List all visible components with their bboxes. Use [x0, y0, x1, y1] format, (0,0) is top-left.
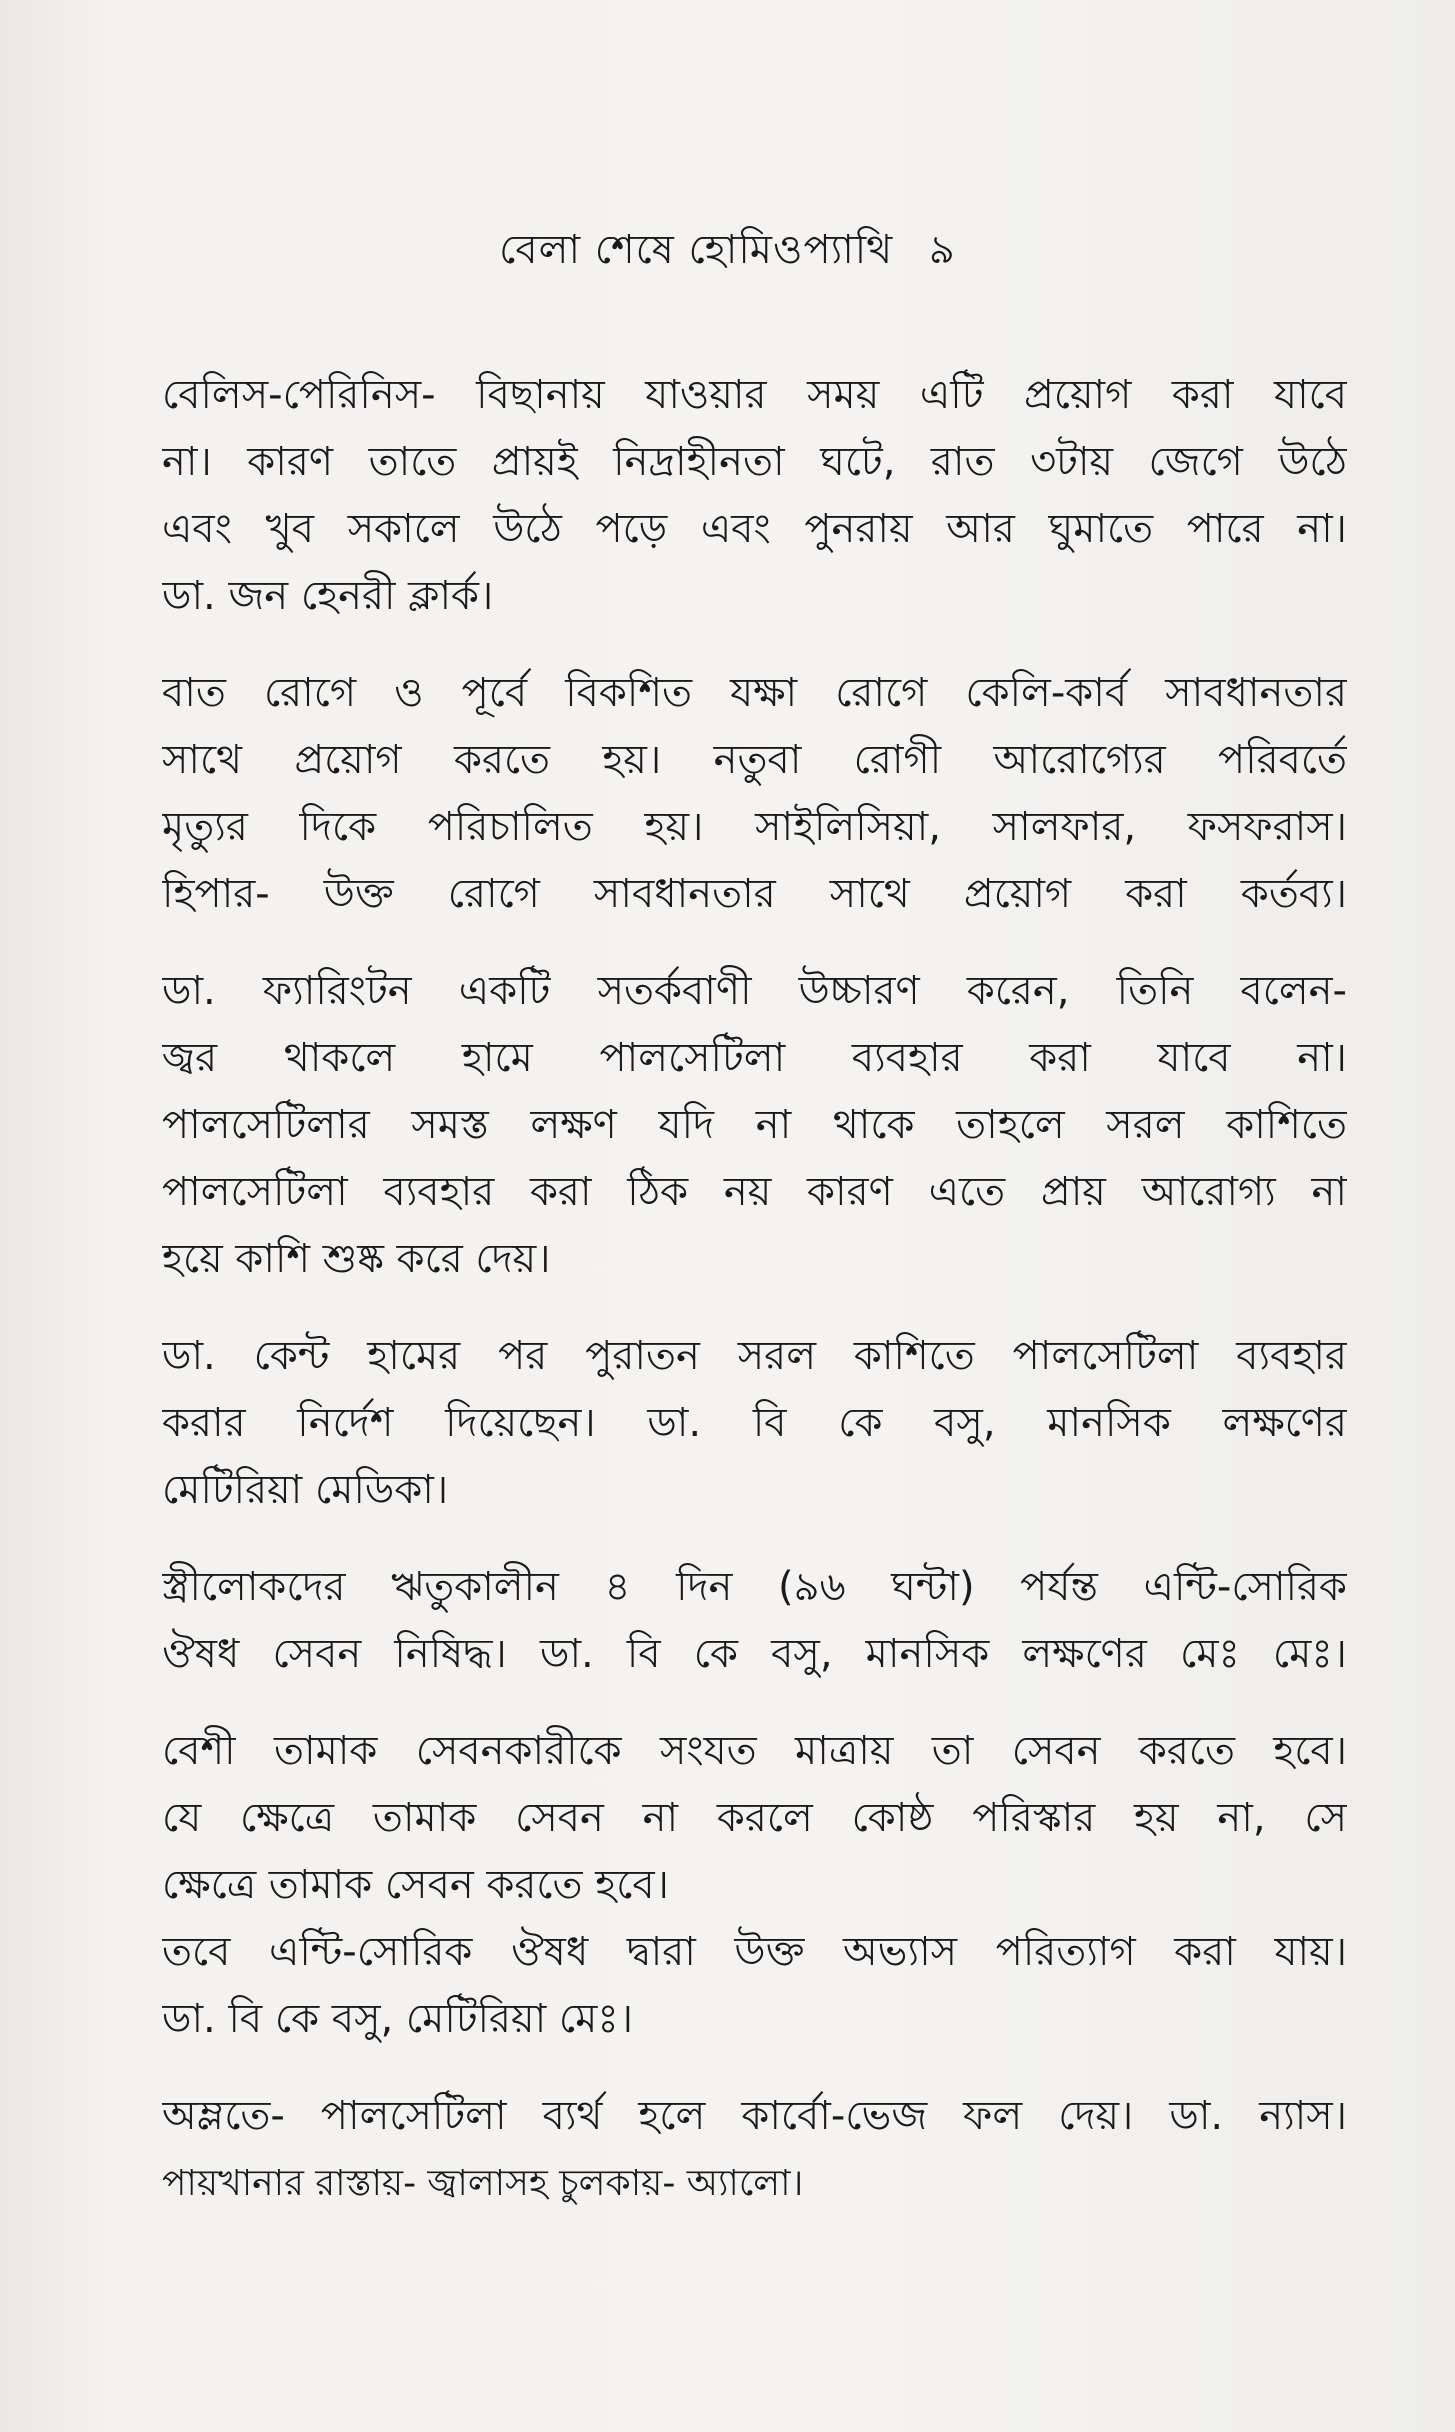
- text-line: ঔষধ সেবন নিষিদ্ধ। ডা. বি কে বসু, মানসিক লক্ষণের মেঃ মেঃ।: [162, 1631, 1347, 1677]
- text-line: বেশী তামাক সেবনকারীকে সংযত মাত্রায় তা সেবন করতে হবে।: [162, 1728, 1347, 1774]
- text-line: ডা. বি কে বসু, মেটিরিয়া মেঃ।: [162, 1996, 634, 2042]
- text-line: হয়ে কাশি শুষ্ক করে দেয়।: [162, 1236, 551, 1282]
- text-line: মৃত্যুর দিকে পরিচালিত হয়। সাইলিসিয়া, সালফার, ফসফরাস।: [162, 804, 1347, 850]
- text-line: যে ক্ষেত্রে তামাক সেবন না করলে কোষ্ঠ পরিস্কার হয় না, সে: [162, 1795, 1347, 1841]
- paragraph-acidity: [162, 2083, 1347, 2217]
- page-body: [162, 362, 1347, 2247]
- text-line: ডা. কেন্ট হামের পর পুরাতন সরল কাশিতে পালসেটিলা ব্যবহার: [162, 1333, 1347, 1379]
- text-line: ডা. জন হেনরী ক্লার্ক।: [162, 573, 494, 619]
- text-line: বেলিস-পেরিনিস- বিছানায় যাওয়ার সময় এটি প্রয়োগ করা যাবে: [162, 372, 1347, 418]
- text-line: জ্বর থাকলে হামে পালসেটিলা ব্যবহার করা যাবে না।: [162, 1035, 1347, 1081]
- text-line: করার নির্দেশ দিয়েছেন। ডা. বি কে বসু, মানসিক লক্ষণের: [162, 1400, 1347, 1446]
- text-line: তবে এন্টি-সোরিক ঔষধ দ্বারা উক্ত অভ্যাস পরিত্যাগ করা যায়।: [162, 1929, 1347, 1975]
- text-line: স্ত্রীলোকদের ঋতুকালীন ৪ দিন (৯৬ ঘন্টা) পর্যন্ত এন্টি-সোরিক: [162, 1564, 1347, 1610]
- text-line: মেটিরিয়া মেডিকা।: [162, 1467, 449, 1513]
- text-line: ক্ষেত্রে তামাক সেবন করতে হবে।: [162, 1862, 669, 1908]
- paragraph-kent: [162, 1323, 1347, 1524]
- text-line: ডা. ফ্যারিংটন একটি সতর্কবাণী উচ্চারণ করেন, তিনি বলেন-: [162, 968, 1347, 1014]
- text-line: এবং খুব সকালে উঠে পড়ে এবং পুনরায় আর ঘুমাতে পারে না।: [162, 506, 1347, 552]
- page-number: ৯: [928, 227, 956, 273]
- text-line: না। কারণ তাতে প্রায়ই নিদ্রাহীনতা ঘটে, রাত ৩টায় জেগে উঠে: [162, 439, 1347, 485]
- paragraph-kali-carb: [162, 660, 1347, 928]
- paragraph-farrington: [162, 958, 1347, 1293]
- text-line: হিপার- উক্ত রোগে সাবধানতার সাথে প্রয়োগ করা কর্তব্য।: [162, 871, 1347, 917]
- text-line: বাত রোগে ও পূর্বে বিকশিত যক্ষা রোগে কেলি-কার্ব সাবধানতার: [162, 670, 1347, 716]
- text-line: পালসেটিলার সমস্ত লক্ষণ যদি না থাকে তাহলে সরল কাশিতে: [162, 1102, 1347, 1148]
- paragraph-bellis-perennis: [162, 362, 1347, 630]
- text-line: পালসেটিলা ব্যবহার করা ঠিক নয় কারণ এতে প্রায় আরোগ্য না: [162, 1169, 1347, 1215]
- text-line: পায়খানার রাস্তায়- জ্বালাসহ চুলকায়- অ্যালো।: [162, 2163, 804, 2204]
- paragraph-tobacco: [162, 1718, 1347, 2053]
- running-title: বেলা শেষে হোমিওপ্যাথি: [499, 227, 894, 273]
- running-header: [0, 218, 1455, 285]
- paragraph-menses: [162, 1554, 1347, 1688]
- text-line: সাথে প্রয়োগ করতে হয়। নতুবা রোগী আরোগ্যের পরিবর্তে: [162, 737, 1347, 783]
- text-line: অম্লতে- পালসেটিলা ব্যর্থ হলে কার্বো-ভেজ ফল দেয়। ডা. ন্যাস।: [162, 2093, 1347, 2139]
